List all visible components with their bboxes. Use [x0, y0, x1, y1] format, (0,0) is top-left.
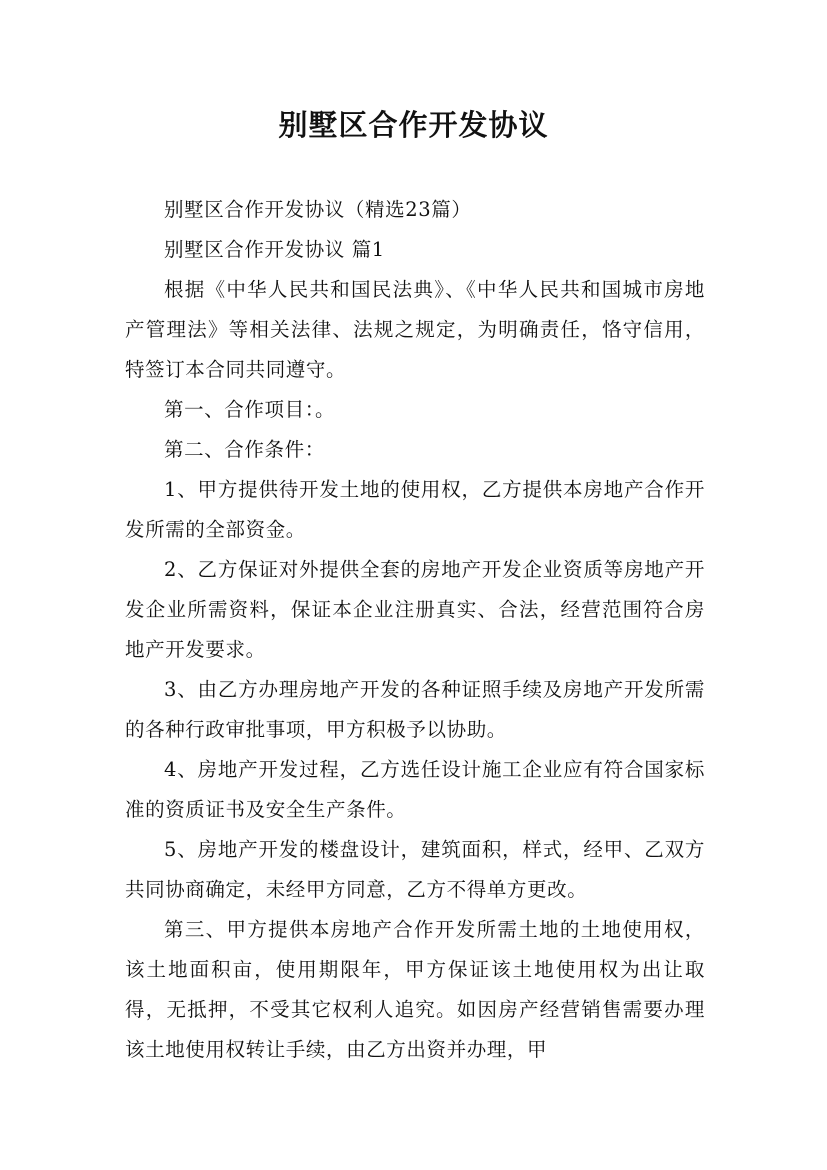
- paragraph-article-3: 第三、甲方提供本房地产合作开发所需土地的土地使用权，该土地面积亩，使用期限年，甲方保证该土地使用权为出让取得，无抵押，不受其它权利人追究。如因房产经营销售需要办理该土地使用权转让手续，由乙方出资并办理，甲: [125, 918, 705, 1061]
- paragraph-clause-3: 3、由乙方办理房地产开发的各种证照手续及房地产开发所需的各种行政审批事项，甲方积极予以协助。: [125, 678, 705, 741]
- paragraph-clause-2: 2、乙方保证对外提供全套的房地产开发企业资质等房地产开发企业所需资料，保证本企业注册真实、合法，经营范围符合房地产开发要求。: [125, 558, 705, 661]
- paragraph-section-heading: 别墅区合作开发协议 篇1: [164, 238, 385, 261]
- paragraph-clause-4: 4、房地产开发过程，乙方选任设计施工企业应有符合国家标准的资质证书及安全生产条件。: [125, 758, 705, 821]
- paragraph-subtitle: 别墅区合作开发协议（精选23篇）: [164, 198, 472, 221]
- paragraph-article-1: 第一、合作项目：。: [164, 398, 336, 421]
- paragraph-article-2: 第二、合作条件：: [164, 438, 325, 461]
- paragraph-clause-1: 1、甲方提供待开发土地的使用权，乙方提供本房地产合作开发所需的全部资金。: [125, 478, 705, 541]
- document-title: 别墅区合作开发协议: [278, 108, 549, 142]
- paragraph-clause-5: 5、房地产开发的楼盘设计，建筑面积，样式，经甲、乙双方共同协商确定，未经甲方同意，乙方不得单方更改。: [125, 838, 705, 901]
- paragraph-preamble: 根据《中华人民共和国民法典》、《中华人民共和国城市房地产管理法》等相关法律、法规之规定，为明确责任，恪守信用，特签订本合同共同遵守。: [125, 278, 705, 381]
- document-body: [125, 190, 705, 1070]
